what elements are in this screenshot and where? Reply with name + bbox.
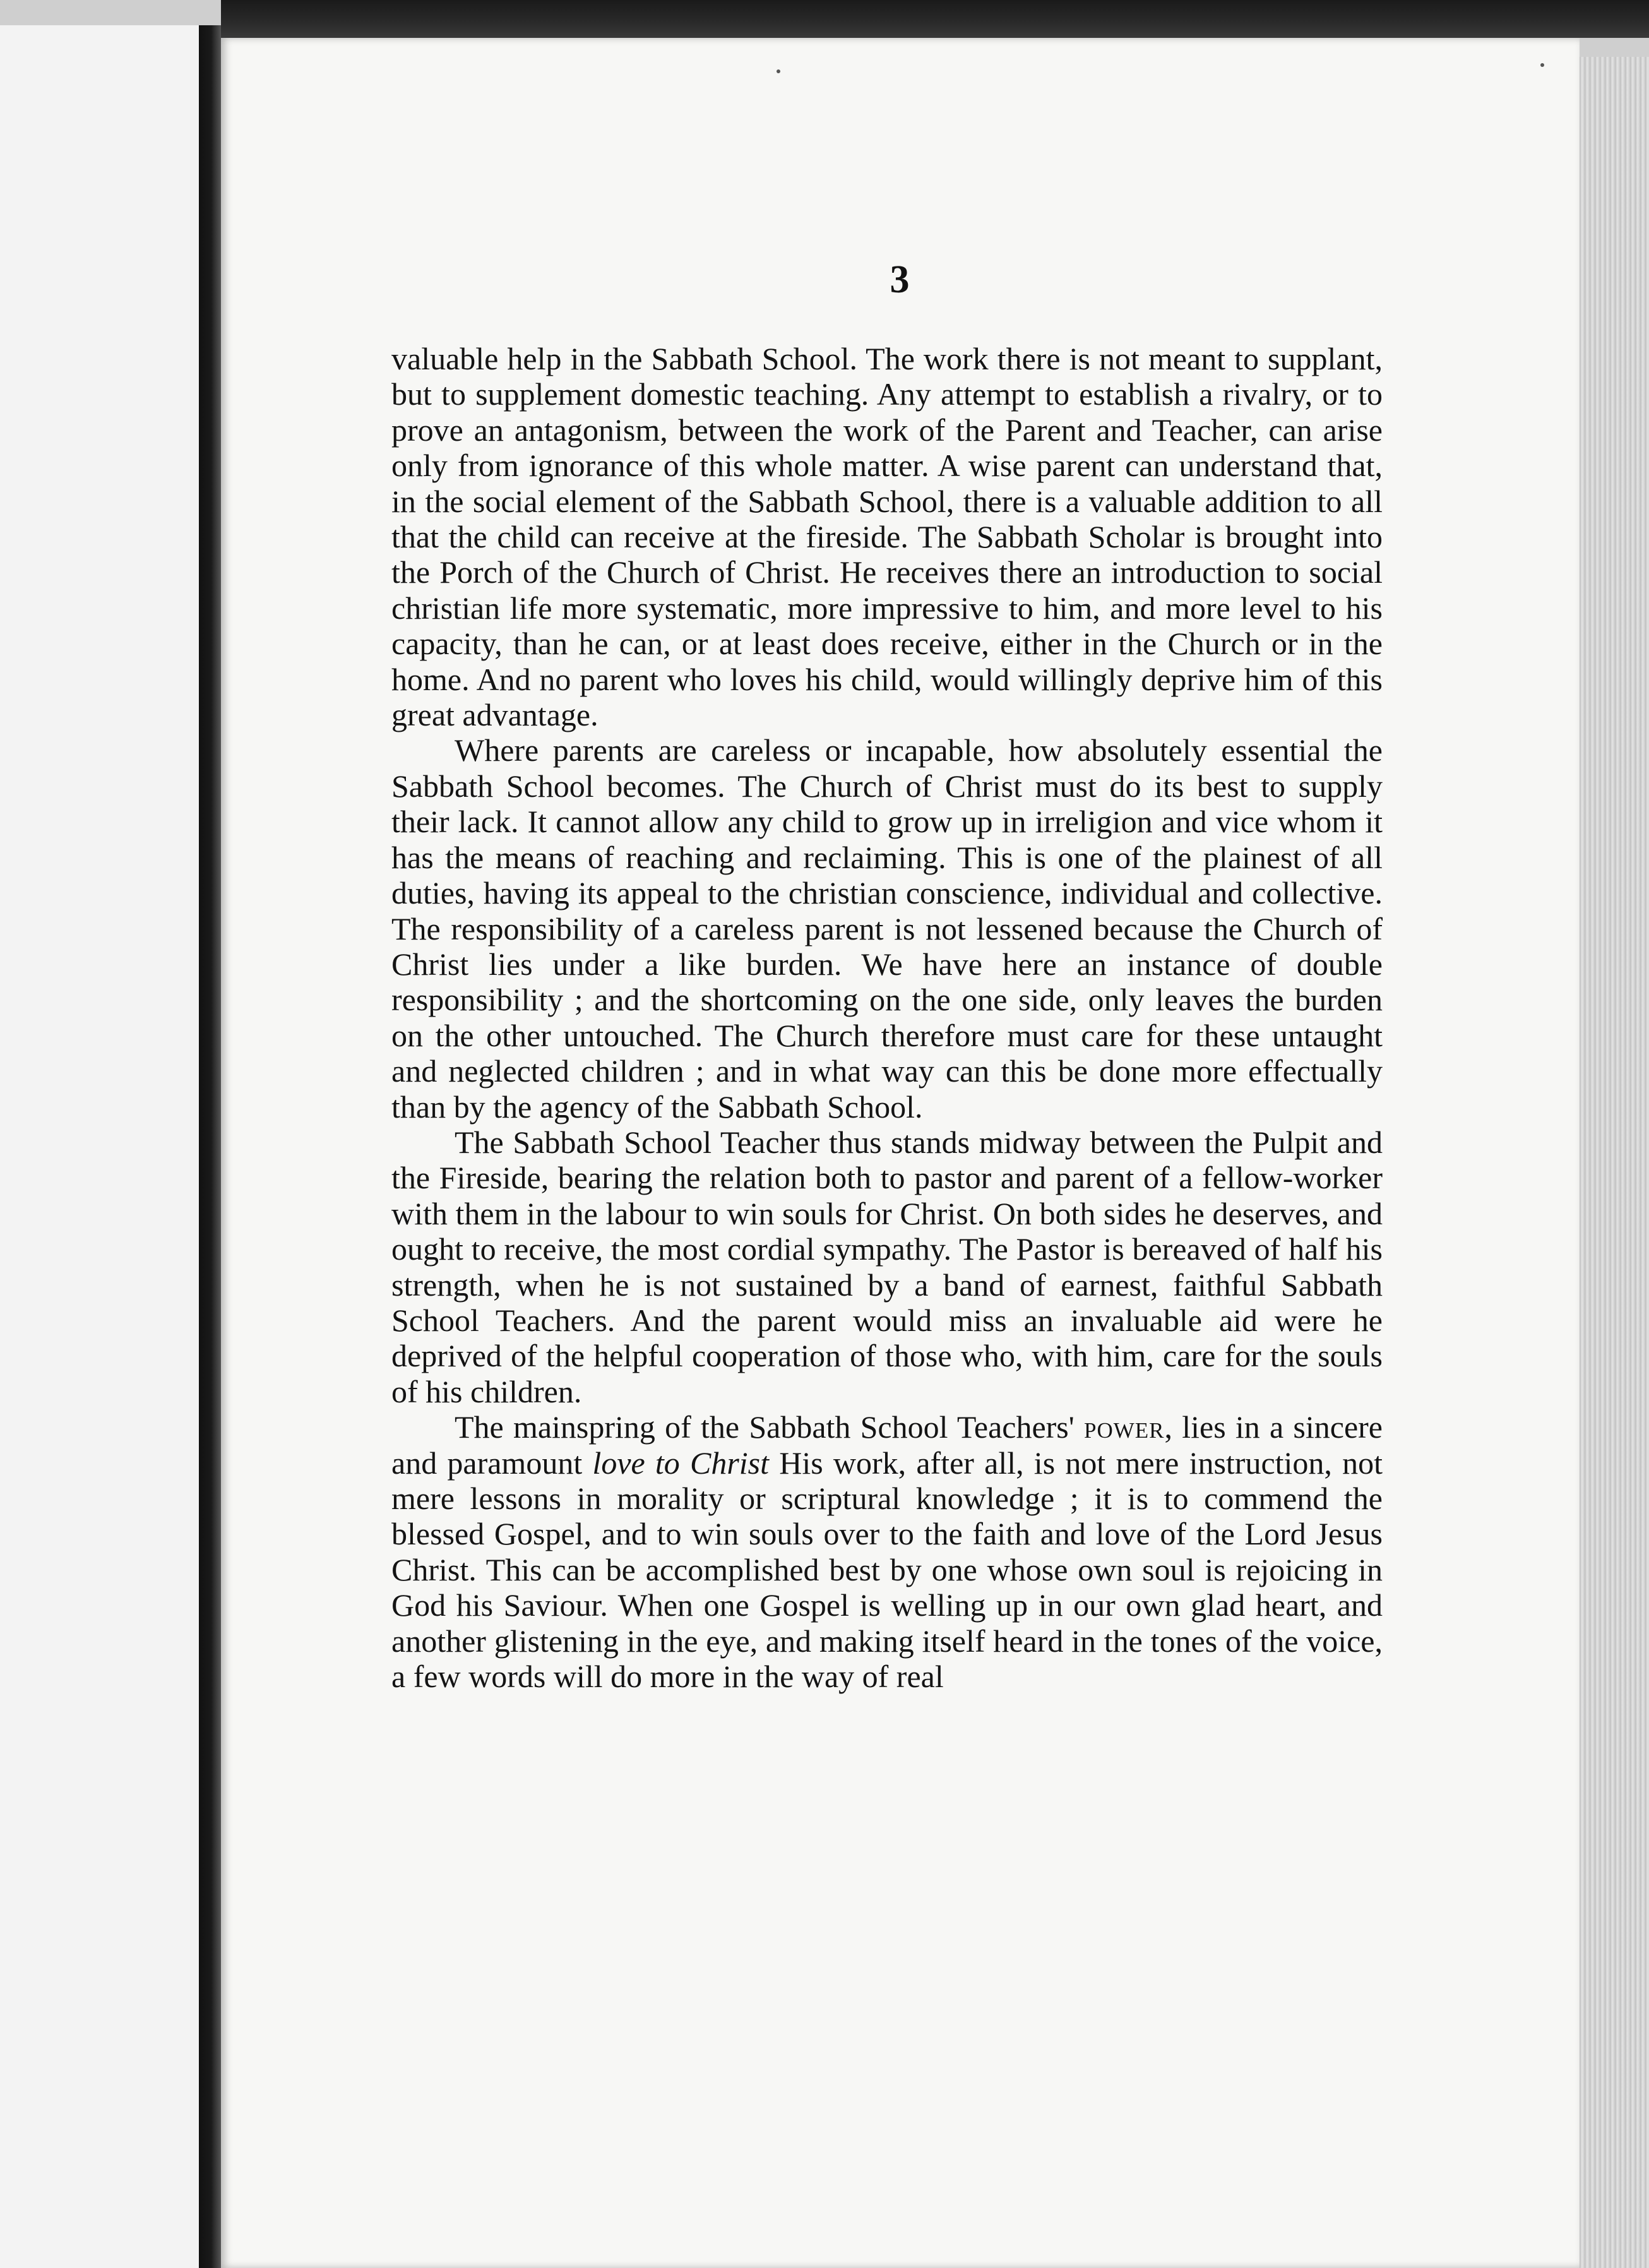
paragraph-4-lead: The mainspring of the Sabbath School Teachers'	[455, 1409, 1075, 1445]
binding-shadow	[199, 25, 221, 2268]
paragraph-2: Where parents are careless or incapable, how absolutely essential the Sabbath School becomes. The Church of Christ must do its best to supply their lack. It cannot allow any child to grow up in irreligion and vice whom it has the means of reaching and reclaiming. This is one of the plainest of all duties, having its appeal to the christian conscience, individual and collective. The responsibility of a careless parent is not lessened because the Church of Christ lies under a like burden. We have here an instance of double responsibility ; and the shortcoming on the one side, only leaves the burden on the other untouched. The Church therefore must care for these untaught and neglected children ; and in what way can this be done more effectually than by the agency of the Sabbath School.	[391, 732, 1383, 1125]
scan-speck	[777, 69, 780, 73]
paragraph-3: The Sabbath School Teacher thus stands midway between the Pulpit and the Fireside, bearing the relation both to pastor and parent of a fellow-worker with them in the labour to win souls for Christ. On both sides he deserves, and ought to receive, the most cordial sympathy. The Pastor is bereaved of half his strength, when he is not sustained by a band of earnest, faithful Sabbath School Teachers. And the parent would miss an invaluable aid were he deprived of the helpful cooperation of those who, with him, care for the souls of his children.	[391, 1124, 1383, 1409]
scan-speck	[1540, 63, 1544, 67]
paragraph-4-rest: His work, after all, is not mere instruction, not mere lessons in morality or scriptural knowledge ; it is to commend the blessed Gospel, and to win souls over to the faith and love of the Lord Jesus Christ. This can be accomplished best by one whose own soul is rejoicing in God his Saviour. When one Gospel is welling up in our own glad heart, and another glistening in the eye, and making itself heard in the tones of the voice, a few words will do more in the way of real	[391, 1445, 1383, 1695]
page-number: 3	[890, 258, 910, 301]
body-text	[391, 341, 1383, 1694]
paragraph-1: valuable help in the Sabbath School. The work there is not meant to supplant, but to supplement domestic teaching. Any attempt to establish a rivalry, or to prove an antagonism, between the work of the Parent and Teacher, can arise only from ignorance of this whole matter. A wise parent can understand that, in the social element of the Sabbath School, there is a valuable addition to all that the child can receive at the fireside. The Sabbath Scholar is brought into the Porch of the Church of Christ. He receives there an introduction to social christian life more systematic, more impressive to him, and more level to his capacity, than he can, or at least does receive, either in the Church or in the home. And no parent who loves his child, would willingly deprive him of this great advantage.	[391, 341, 1383, 733]
paragraph-4	[391, 1409, 1383, 1694]
page-stack-edge	[1580, 57, 1649, 2268]
facing-page-edge	[0, 25, 199, 2268]
emphasis-power: power	[1084, 1409, 1165, 1445]
scan-top-shadow	[221, 0, 1649, 38]
paragraph-4-middle: , lies in a sincere and paramount	[391, 1409, 1383, 1481]
emphasis-love-to-christ: love to Christ	[592, 1445, 770, 1481]
